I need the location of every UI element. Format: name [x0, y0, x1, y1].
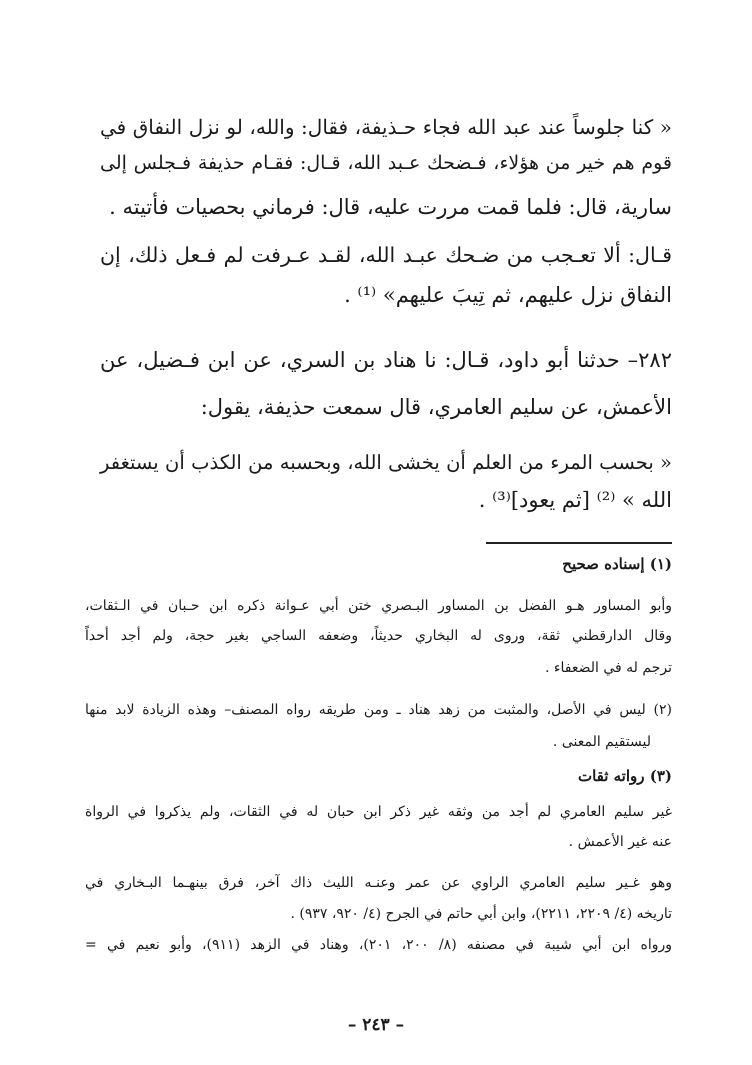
- footnote-line: عنه غير الأعمش .: [568, 834, 672, 850]
- footnote-line: ترجم له في الضعفاء .: [545, 660, 672, 676]
- text-line: النفاق نزل عليهم، ثم تِيبَ عليهم» ⁽¹⁾ .: [344, 283, 672, 307]
- footnote-line: تاريخه (٤/ ٢٢٠٩، ٢٢١١)، وابن أبي حاتم في الجرح (٤/ ٩٢٠، ٩٣٧) .: [290, 906, 672, 922]
- footnote-line: وأبو المساور هـو الفضل بن المساور البـصري ختن أبي عـوانة ذكره ابن حـبان في الـثقات،: [85, 598, 672, 614]
- footnote-line: وقال الدارقطني ثقة، وروى له البخاري حديثاً، وضعفه الساجي بغير حجة، ولم أجد أحداً: [85, 628, 672, 644]
- text-line: « بحسب المرء من العلم أن يخشى الله، وبحسبه من الكذب أن يستغفر: [100, 451, 672, 474]
- hadith-line: ٢٨٢– حدثنا أبو داود، قـال: نا هناد بن السري، عن ابن فـضيل، عن: [100, 348, 672, 372]
- footnote-heading: (٣) رواته ثقات: [577, 767, 672, 785]
- footnote-line: ليستقيم المعنى .: [552, 734, 651, 750]
- footnote-heading: (١) إسناده صحيح: [562, 555, 672, 573]
- text-line: سارية، قال: فلما قمت مررت عليه، قال: فرماني بحصيات فأتيته .: [109, 195, 672, 219]
- text-line: الله » ⁽²⁾ [ثم يعود]⁽³⁾ .: [478, 488, 672, 512]
- footnote-divider: [486, 542, 672, 544]
- page-number: – ٢٤٣ –: [347, 1015, 405, 1035]
- text-line: قـال: ألا تعـجب من ضـحك عبـد الله، لقـد عـرفت لم فـعل ذلك، إن: [100, 243, 672, 267]
- hadith-line: الأعمش، عن سليم العامري، قال سمعت حذيفة، يقول:: [200, 395, 672, 419]
- text-line: قوم هم خير من هؤلاء، فـضحك عـبد الله، قـال: فقـام حذيفة فـجلس إلى: [100, 152, 672, 174]
- footnote-line: (٢) ليس في الأصل، والمثبت من زهد هناد ـ ومن طريقه رواه المصنف– وهذه الزيادة لابد منها: [85, 702, 672, 718]
- text-line: « كنا جلوساً عند عبد الله فجاء حـذيفة، فقال: والله، لو نزل النفاق في: [100, 115, 672, 139]
- footnote-line: وهو غـير سليم العامري الراوي عن عمر وعنـه الليث ذاك آخر، فرق بينهـما البـخاري في: [85, 875, 672, 891]
- footnote-line: غير سليم العامري لم أجد من وثقه غير ذكر ابن حبان له في الثقات، ولم يذكروا في الرواة: [85, 804, 672, 820]
- footnote-line: ورواه ابن أبي شيبة في مصنفه (٨/ ٢٠٠، ٢٠١)، وهناد في الزهد (٩١١)، وأبو نعيم في =: [85, 937, 672, 953]
